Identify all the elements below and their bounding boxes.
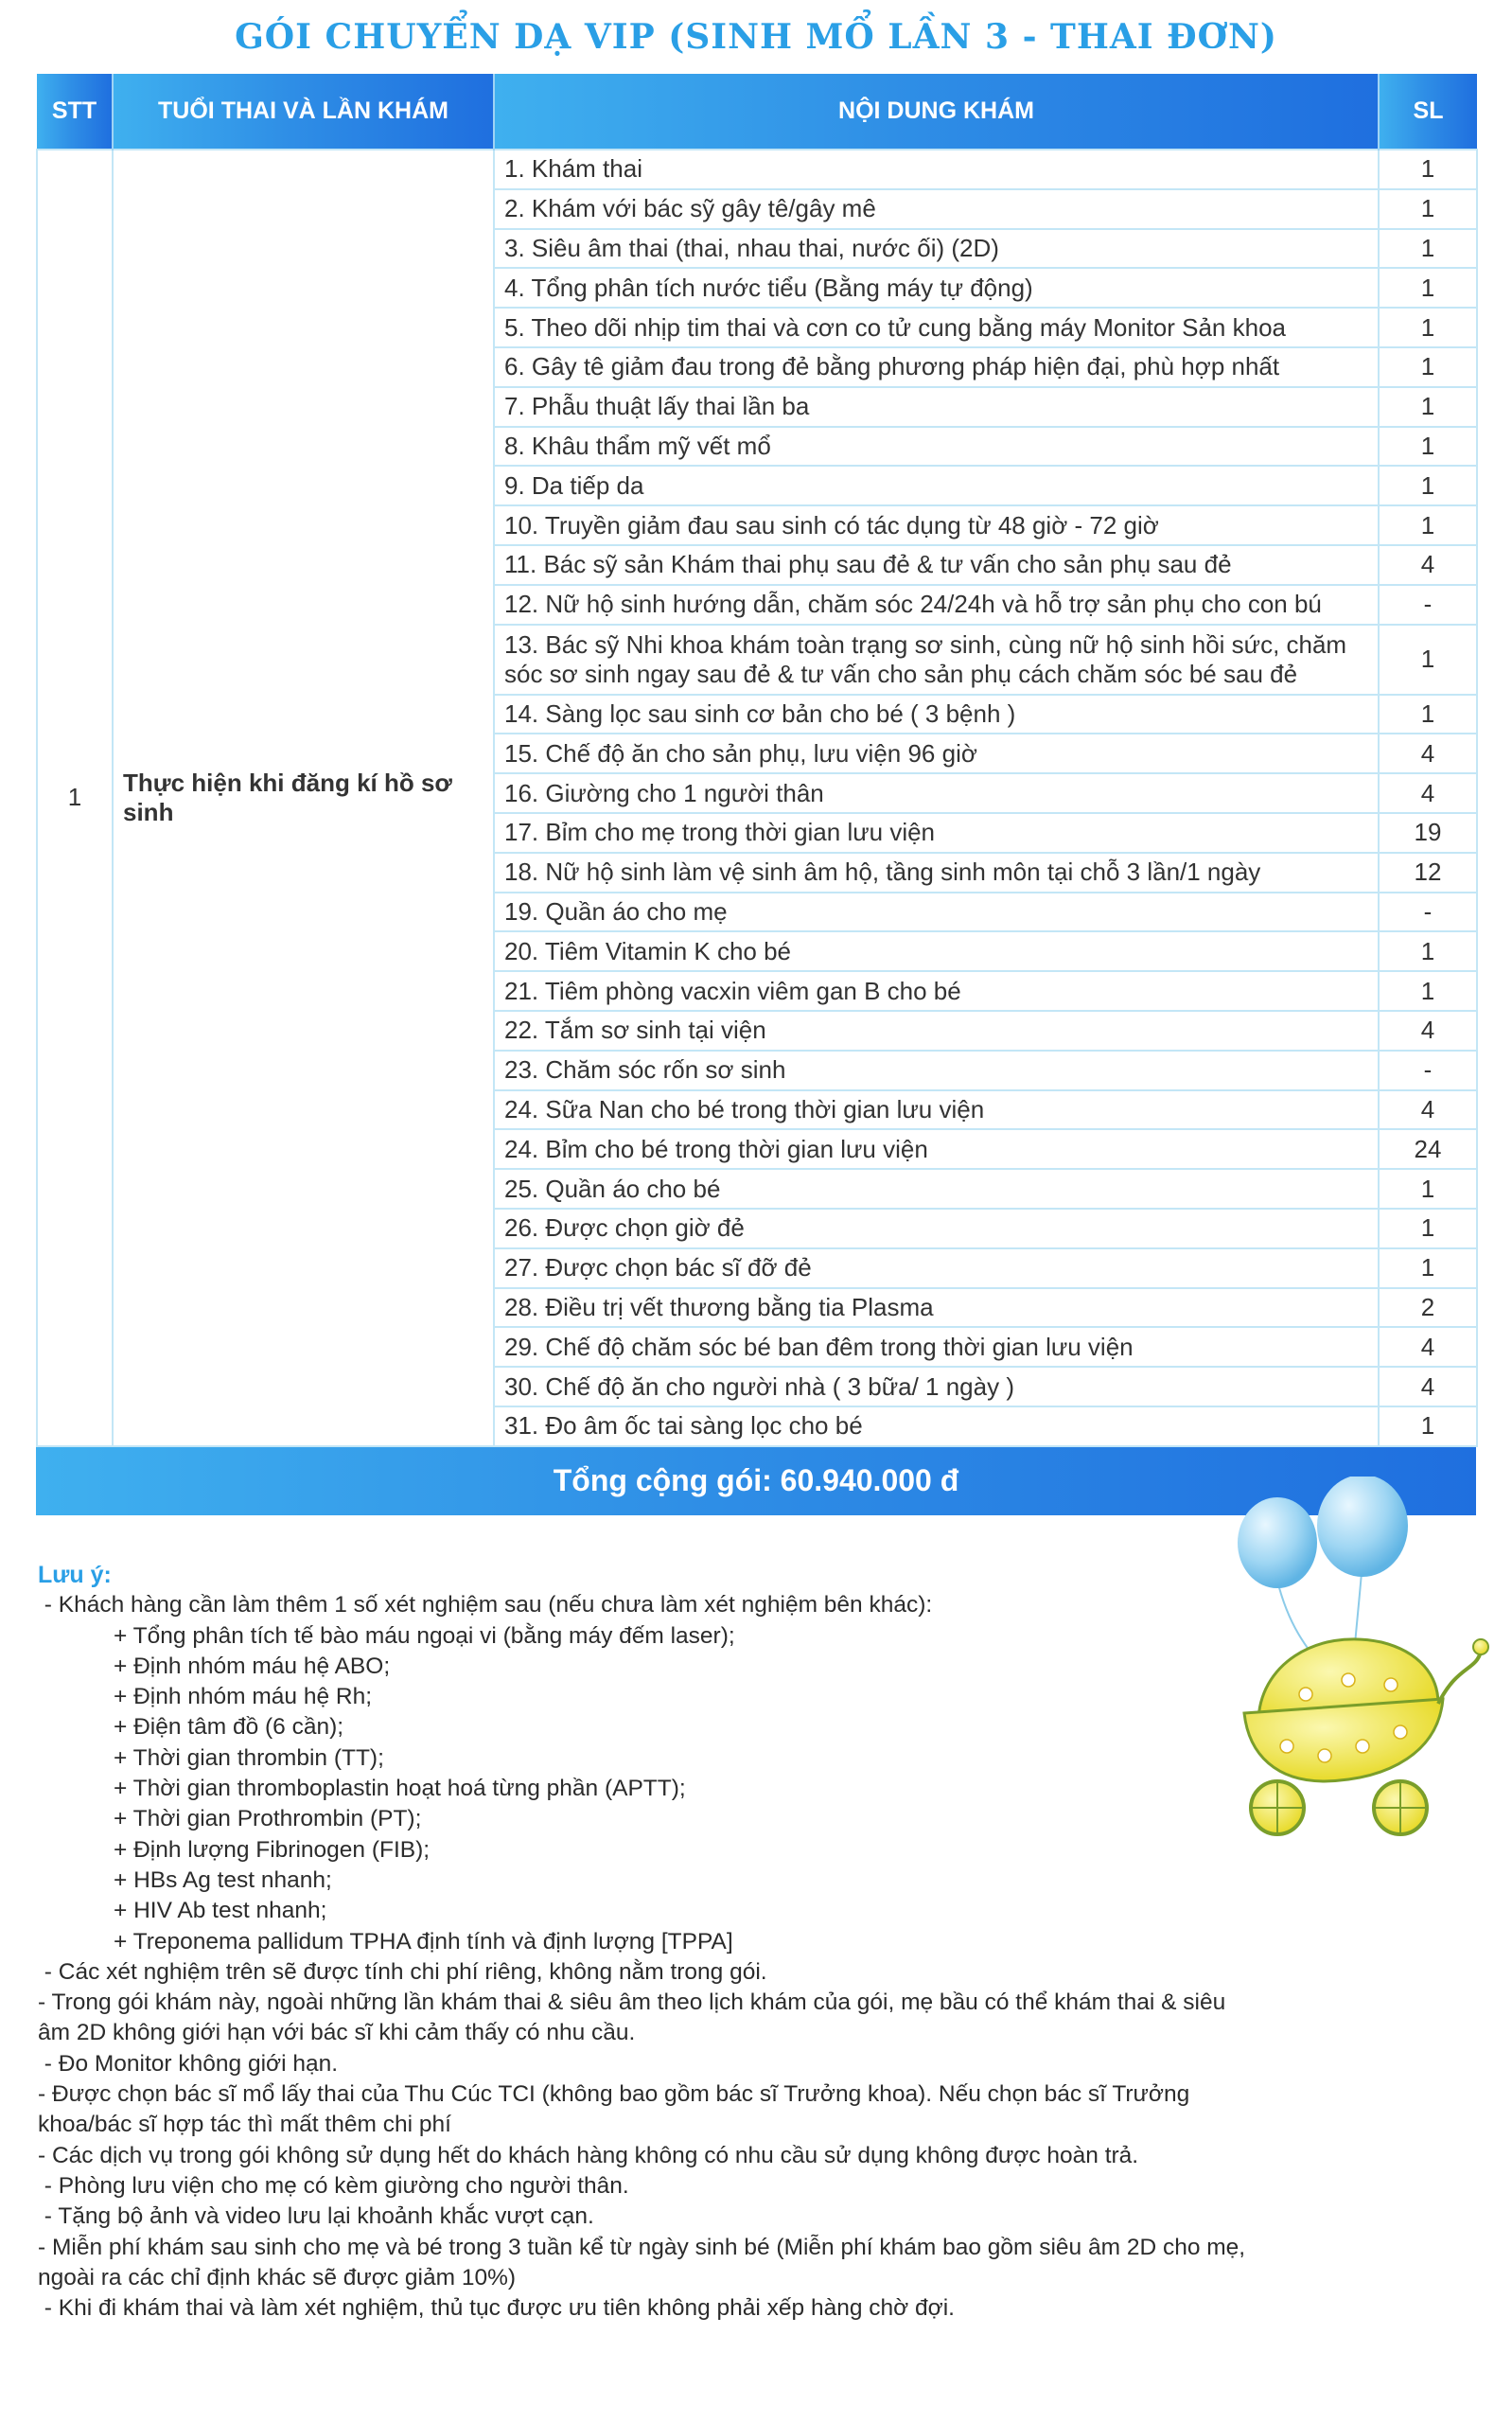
quantity-cell: 1 xyxy=(1379,1209,1477,1248)
quantity-cell: - xyxy=(1379,893,1477,932)
quantity-cell: 12 xyxy=(1379,853,1477,893)
quantity-cell: 4 xyxy=(1379,1367,1477,1406)
content-cell: 18. Nữ hộ sinh làm vệ sinh âm hộ, tầng sinh môn tại chỗ 3 lần/1 ngày xyxy=(494,853,1379,893)
content-cell: 25. Quần áo cho bé xyxy=(494,1169,1379,1209)
note-line: - Miễn phí khám sau sinh cho mẹ và bé trong 3 tuần kể từ ngày sinh bé (Miễn phí khám bao gồm siêu âm 2D cho mẹ, ngoài ra các chỉ định khác sẽ được giảm 10%) xyxy=(38,2234,1246,2290)
note-line: - Trong gói khám này, ngoài những lần khám thai & siêu âm theo lịch khám của gói, mẹ bầu có thể khám thai & siêu âm 2D không giới hạn với bác sĩ khi cảm thấy có nhu cầu. xyxy=(38,1990,1226,2046)
baby-stroller-with-balloons-icon xyxy=(1202,1477,1495,1855)
content-cell: 2. Khám với bác sỹ gây tê/gây mê xyxy=(494,189,1379,229)
content-cell: 12. Nữ hộ sinh hướng dẫn, chăm sóc 24/24h và hỗ trợ sản phụ cho con bú xyxy=(494,585,1379,625)
content-cell: 24. Sữa Nan cho bé trong thời gian lưu viện xyxy=(494,1090,1379,1130)
page-title: GÓI CHUYỂN DẠ VIP (SINH MỔ LẦN 3 - THAI ĐƠN) xyxy=(235,17,1277,57)
header-stt: STT xyxy=(37,74,113,150)
quantity-cell: 1 xyxy=(1379,150,1477,189)
stt-cell: 1 xyxy=(37,150,113,1446)
quantity-cell: 1 xyxy=(1379,931,1477,971)
note-line: + Thời gian thromboplastin hoạt hoá từng phần (APTT); xyxy=(114,1776,686,1802)
header-sl: SL xyxy=(1379,74,1477,150)
quantity-cell: 1 xyxy=(1379,347,1477,387)
content-cell: 31. Đo âm ốc tai sàng lọc cho bé xyxy=(494,1406,1379,1446)
content-cell: 21. Tiêm phòng vacxin viêm gan B cho bé xyxy=(494,971,1379,1011)
table-body xyxy=(37,150,1477,1446)
content-cell: 23. Chăm sóc rốn sơ sinh xyxy=(494,1051,1379,1090)
note-line: + Định nhóm máu hệ Rh; xyxy=(114,1684,373,1710)
quantity-cell: 4 xyxy=(1379,545,1477,585)
note-line: - Tặng bộ ảnh và video lưu lại khoảnh khắc vượt cạn. xyxy=(38,2203,594,2230)
content-cell: 6. Gây tê giảm đau trong đẻ bằng phương pháp hiện đại, phù hợp nhất xyxy=(494,347,1379,387)
quantity-cell: 1 xyxy=(1379,505,1477,545)
content-cell: 30. Chế độ ăn cho người nhà ( 3 bữa/ 1 ngày ) xyxy=(494,1367,1379,1406)
content-cell: 3. Siêu âm thai (thai, nhau thai, nước ối) (2D) xyxy=(494,229,1379,269)
package-table-wrapper xyxy=(36,74,1476,1515)
content-cell: 16. Giường cho 1 người thân xyxy=(494,773,1379,813)
note-line: + Treponema pallidum TPHA định tính và định lượng [TPPA] xyxy=(114,1928,733,1954)
quantity-cell: 1 xyxy=(1379,308,1477,347)
content-cell: 4. Tổng phân tích nước tiểu (Bằng máy tự động) xyxy=(494,268,1379,308)
note-line: + Thời gian Prothrombin (PT); xyxy=(114,1806,422,1832)
quantity-cell: 4 xyxy=(1379,1011,1477,1051)
quantity-cell: 1 xyxy=(1379,189,1477,229)
content-cell: 28. Điều trị vết thương bằng tia Plasma xyxy=(494,1288,1379,1328)
content-cell: 1. Khám thai xyxy=(494,150,1379,189)
content-cell: 26. Được chọn giờ đẻ xyxy=(494,1209,1379,1248)
quantity-cell: 1 xyxy=(1379,695,1477,734)
note-line: - Các dịch vụ trong gói không sử dụng hết do khách hàng không có nhu cầu sử dụng không được hoàn trả. xyxy=(38,2142,1139,2168)
content-cell: 14. Sàng lọc sau sinh cơ bản cho bé ( 3 bệnh ) xyxy=(494,695,1379,734)
quantity-cell: 24 xyxy=(1379,1129,1477,1169)
content-cell: 17. Bỉm cho mẹ trong thời gian lưu viện xyxy=(494,813,1379,853)
note-line: + Định nhóm máu hệ ABO; xyxy=(114,1653,391,1679)
note-line: - Phòng lưu viện cho mẹ có kèm giường cho người thân. xyxy=(38,2172,629,2199)
quantity-cell: 1 xyxy=(1379,427,1477,467)
notes-section xyxy=(38,1560,1258,2324)
table-row xyxy=(37,150,1477,189)
quantity-cell: 4 xyxy=(1379,1327,1477,1367)
quantity-cell: 19 xyxy=(1379,813,1477,853)
age-cell: Thực hiện khi đăng kí hồ sơ sinh xyxy=(113,150,494,1446)
note-line: - Được chọn bác sĩ mổ lấy thai của Thu Cúc TCI (không bao gồm bác sĩ Trưởng khoa). Nếu chọn bác sĩ Trưởng khoa/bác sĩ hợp tác thì mất thêm chi phí xyxy=(38,2081,1190,2138)
quantity-cell: 4 xyxy=(1379,773,1477,813)
quantity-cell: 2 xyxy=(1379,1288,1477,1328)
quantity-cell: 1 xyxy=(1379,625,1477,695)
quantity-cell: 1 xyxy=(1379,387,1477,427)
note-line: + Thời gian thrombin (TT); xyxy=(114,1744,384,1771)
quantity-cell: 1 xyxy=(1379,466,1477,505)
quantity-cell: 1 xyxy=(1379,229,1477,269)
content-cell: 9. Da tiếp da xyxy=(494,466,1379,505)
content-cell: 24. Bỉm cho bé trong thời gian lưu viện xyxy=(494,1129,1379,1169)
quantity-cell: 1 xyxy=(1379,1248,1477,1288)
content-cell: 8. Khâu thẩm mỹ vết mổ xyxy=(494,427,1379,467)
content-cell: 5. Theo dõi nhịp tim thai và cơn co tử cung bằng máy Monitor Sản khoa xyxy=(494,308,1379,347)
quantity-cell: - xyxy=(1379,585,1477,625)
note-line: - Đo Monitor không giới hạn. xyxy=(38,2050,339,2077)
note-line: + Tổng phân tích tế bào máu ngoại vi (bằng máy đếm laser); xyxy=(114,1622,735,1649)
quantity-cell: 1 xyxy=(1379,1406,1477,1446)
quantity-cell: 4 xyxy=(1379,734,1477,773)
quantity-cell: 1 xyxy=(1379,268,1477,308)
content-cell: 7. Phẫu thuật lấy thai lần ba xyxy=(494,387,1379,427)
content-cell: 19. Quần áo cho mẹ xyxy=(494,893,1379,932)
content-cell: 15. Chế độ ăn cho sản phụ, lưu viện 96 giờ xyxy=(494,734,1379,773)
notes-list xyxy=(38,1590,1258,2324)
note-line: - Các xét nghiệm trên sẽ được tính chi phí riêng, không nằm trong gói. xyxy=(38,1958,767,1985)
note-line: - Khách hàng cần làm thêm 1 số xét nghiệm sau (nếu chưa làm xét nghiệm bên khác): xyxy=(38,1592,933,1618)
note-line: + HBs Ag test nhanh; xyxy=(114,1866,332,1893)
content-cell: 11. Bác sỹ sản Khám thai phụ sau đẻ & tư vấn cho sản phụ sau đẻ xyxy=(494,545,1379,585)
quantity-cell: 4 xyxy=(1379,1090,1477,1130)
content-cell: 29. Chế độ chăm sóc bé ban đêm trong thời gian lưu viện xyxy=(494,1327,1379,1367)
header-age: TUỔI THAI VÀ LẦN KHÁM xyxy=(113,74,494,150)
quantity-cell: 1 xyxy=(1379,1169,1477,1209)
quantity-cell: - xyxy=(1379,1051,1477,1090)
package-table xyxy=(36,74,1478,1447)
content-cell: 20. Tiêm Vitamin K cho bé xyxy=(494,931,1379,971)
content-cell: 27. Được chọn bác sĩ đỡ đẻ xyxy=(494,1248,1379,1288)
total-price-bar: Tổng cộng gói: 60.940.000 đ xyxy=(36,1447,1476,1515)
note-line: - Khi đi khám thai và làm xét nghiệm, thủ tục được ưu tiên không phải xếp hàng chờ đợi. xyxy=(38,2295,955,2322)
notes-title: Lưu ý: xyxy=(38,1562,112,1588)
content-cell: 10. Truyền giảm đau sau sinh có tác dụng từ 48 giờ - 72 giờ xyxy=(494,505,1379,545)
content-cell: 22. Tắm sơ sinh tại viện xyxy=(494,1011,1379,1051)
note-line: + Điện tâm đồ (6 cần); xyxy=(114,1714,344,1741)
table-header-row xyxy=(37,74,1477,150)
quantity-cell: 1 xyxy=(1379,971,1477,1011)
header-content: NỘI DUNG KHÁM xyxy=(494,74,1379,150)
note-line: + HIV Ab test nhanh; xyxy=(114,1898,327,1924)
content-cell: 13. Bác sỹ Nhi khoa khám toàn trạng sơ sinh, cùng nữ hộ sinh hồi sức, chăm sóc sơ sinh ngay sau đẻ & tư vấn cho sản phụ cách chăm sóc bé sau đẻ xyxy=(494,625,1379,695)
note-line: + Định lượng Fibrinogen (FIB); xyxy=(114,1836,431,1863)
